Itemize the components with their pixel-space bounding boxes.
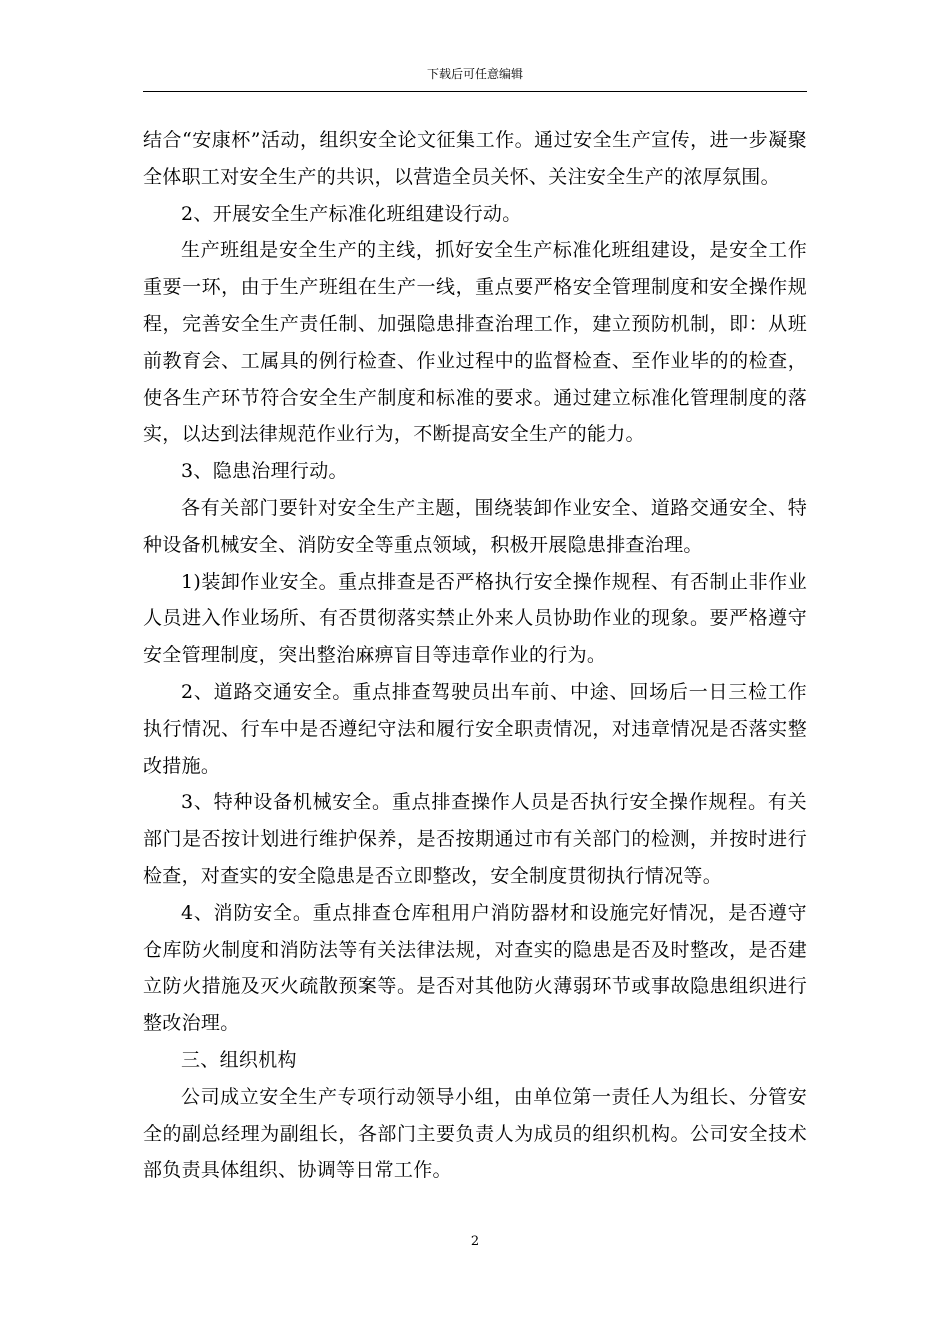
- header-divider: [143, 91, 807, 92]
- section-heading: 三、组织机构: [181, 1048, 297, 1071]
- paragraph: 各有关部门要针对安全生产主题，围绕装卸作业安全、道路交通安全、特种设备机械安全、消防安全等重点领域，积极开展隐患排查治理。: [143, 496, 807, 556]
- list-item: 2、道路交通安全。重点排查驾驶员出车前、中途、回场后一日三检工作执行情况、行车中是否遵纪守法和履行安全职责情况，对违章情况是否落实整改措施。: [143, 680, 807, 777]
- list-item: 1)装卸作业安全。重点排查是否严格执行安全操作规程、有否制止非作业人员进入作业场所、有否贯彻落实禁止外来人员协助作业的现象。要严格遵守安全管理制度，突出整治麻痹盲目等违章作业的行为。: [143, 570, 807, 667]
- list-item: 4、消防安全。重点排查仓库租用户消防器材和设施完好情况，是否遵守仓库防火制度和消防法等有关法律法规，对查实的隐患是否及时整改，是否建立防火措施及灭火疏散预案等。是否对其他防火薄弱环节或事故隐患组织进行整改治理。: [143, 901, 807, 1035]
- paragraph: 公司成立安全生产专项行动领导小组，由单位第一责任人为组长、分管安全的副总经理为副组长，各部门主要负责人为成员的组织机构。公司安全技术部负责具体组织、协调等日常工作。: [143, 1085, 807, 1182]
- page-header: 下载后可任意编辑: [426, 67, 523, 81]
- page-number: 2: [470, 1234, 480, 1249]
- list-item: 3、特种设备机械安全。重点排查操作人员是否执行安全操作规程。有关部门是否按计划进行维护保养，是否按期通过市有关部门的检测，并按时进行检查，对查实的安全隐患是否立即整改，安全制度贯彻执行情况等。: [143, 791, 807, 887]
- paragraph: 生产班组是安全生产的主线，抓好安全生产标准化班组建设，是安全工作重要一环，由于生产班组在生产一线，重点要严格安全管理制度和安全操作规程，完善安全生产责任制、加强隐患排查治理工作，建立预防机制，即：从班前教育会、工属具的例行检查、作业过程中的监督检查、至作业毕的的检查，使各生产环节符合安全生产制度和标准的要求。通过建立标准化管理制度的落实，以达到法律规范作业行为，不断提高安全生产的能力。: [143, 239, 807, 446]
- section-heading: 2、开展安全生产标准化班组建设行动。: [181, 202, 522, 225]
- paragraph: 结合“安康杯”活动，组织安全论文征集工作。通过安全生产宣传，进一步凝聚全体职工对安全生产的共识，以营造全员关怀、关注安全生产的浓厚氛围。: [143, 129, 807, 188]
- document-body: [143, 122, 807, 1189]
- section-heading: 3、隐患治理行动。: [181, 460, 348, 483]
